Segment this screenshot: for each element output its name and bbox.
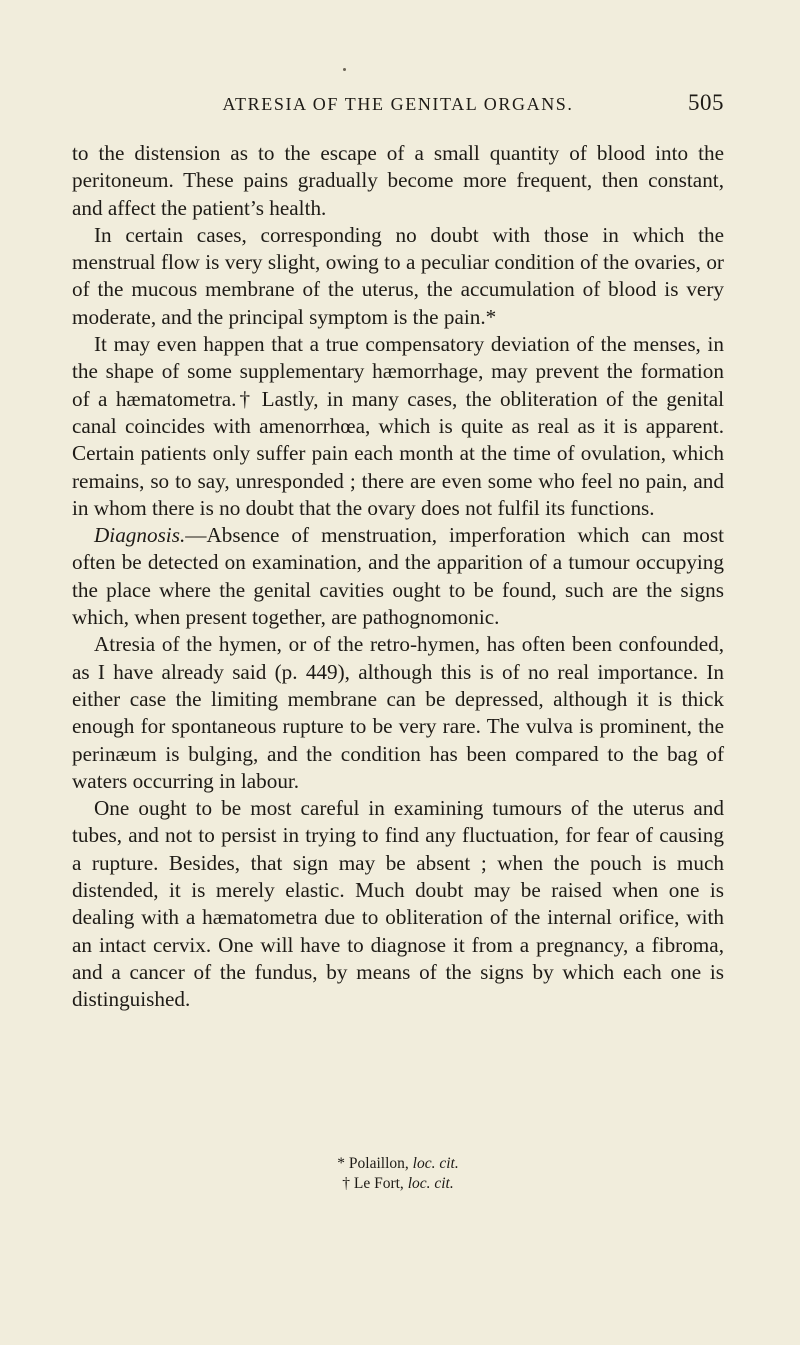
paper-speck [343, 68, 346, 71]
footnote [72, 1174, 724, 1194]
paragraph [72, 522, 724, 631]
footnote-reference: loc. cit. [407, 1175, 454, 1192]
footnote-mark: * [337, 1155, 346, 1172]
footnote-author: Polaillon, [348, 1155, 409, 1172]
footnote-mark: † [342, 1175, 350, 1192]
paragraph [72, 795, 724, 1013]
paragraph-text: —Absence of menstruation, imperforation which can most often be detected on examination, and the apparition of a tumour occupying the place where the genital cavities ought to be found, such are the signs which, when present together, are pathognomonic. [72, 523, 724, 630]
running-title: ATRESIA OF THE GENITAL ORGANS. [222, 94, 574, 114]
footnote [72, 1154, 724, 1174]
paragraph-text: One ought to be most careful in examining tumours of the uterus and tubes, and not to persist in trying to find any fluctuation, for fear of causing a rupture. Besides, that sign may be absent ; when the pouch is much distended, it is merely elastic. Much doubt may be raised when one is dealing with a hæmatometra due to obliteration of the internal orifice, with an intact cervix. One will have to diagnose it from a pregnancy, a fibroma, and a cancer of the fundus, by means of the signs by which each one is distinguished. [72, 796, 724, 1012]
paragraph-text: Atresia of the hymen, or of the retro-hymen, has often been confounded, as I have already said (p. 449), although this is of no real importance. In either case the limiting membrane can be depressed, although it is thick enough for spontaneous rupture to be very rare. The vulva is prominent, the perinæum is bulging, and the condition has been compared to the bag of waters occurring in labour. [72, 632, 724, 793]
paragraph [72, 631, 724, 795]
footnotes [72, 1154, 724, 1194]
paragraph [72, 140, 724, 222]
paragraph [72, 331, 724, 522]
paragraph-text: It may even happen that a true compensatory deviation of the menses, in the shape of some supplementary hæmorrhage, may prevent the formation of a hæmatometra.† Lastly, in many cases, the obliteration of the genital canal coincides with amenorrhœa, which is quite as real as it is apparent. Certain patients only suffer pain each month at the time of ovulation, which remains, so to say, unresponded ; there are even some who feel no pain, and in whom there is no doubt that the ovary does not fulfil its functions. [72, 332, 724, 520]
section-heading-diagnosis: Diagnosis. [94, 523, 186, 548]
footnote-reference: loc. cit. [412, 1155, 459, 1172]
paragraph-text: to the distension as to the escape of a small quantity of blood into the peritoneum. These pains gradually become more frequent, then constant, and affect the patient’s health. [72, 141, 724, 220]
page-number: 505 [688, 90, 724, 115]
footnote-author: Le Fort, [353, 1175, 404, 1192]
body-text [72, 140, 724, 1014]
page-header [72, 92, 724, 122]
paragraph [72, 222, 724, 331]
paragraph-text: In certain cases, corresponding no doubt with those in which the menstrual flow is very slight, owing to a peculiar condition of the ovaries, or of the mucous membrane of the uterus, the accumulation of blood is very moderate, and the principal symptom is the pain.* [72, 222, 724, 329]
